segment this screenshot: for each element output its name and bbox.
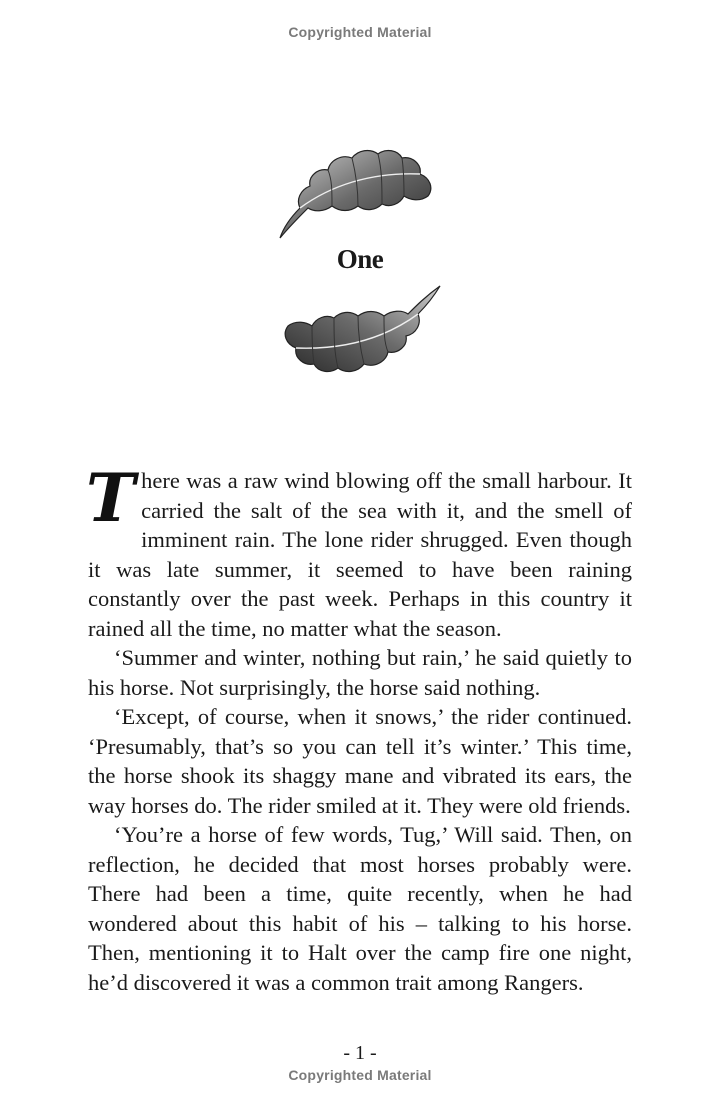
page-number: - 1 - (343, 1042, 377, 1064)
paragraph-1-text: here was a raw wind blowing off the small harbour. It carried the salt of the sea with it, and the smell of imminent rain. The lone rider shrugged. Even though it was late summer, it seemed to have been raining constantly over the past week. Perhaps in this country it rained all the time, no matter what the season. (88, 468, 632, 641)
oak-leaf-bottom-illustration (270, 282, 446, 380)
paragraph-4: ‘You’re a horse of few words, Tug,’ Will said. Then, on reflection, he decided that most horses probably were. There had been a time, quite recently, when he had wondered about this habit of his – talking to his horse. Then, mentioning it to Halt over the camp fire one night, he’d discovered it was a common trait among Rangers. (88, 822, 632, 995)
chapter-body (86, 459, 632, 997)
drop-cap: T (86, 459, 136, 537)
copyright-footer: Copyrighted Material (288, 1067, 432, 1083)
oak-leaf-top-illustration (270, 146, 446, 244)
paragraph-2: ‘Summer and winter, nothing but rain,’ he said quietly to his horse. Not surprisingly, the horse said nothing. (88, 645, 632, 700)
paragraph-1 (86, 459, 632, 643)
paragraph-3: ‘Except, of course, when it snows,’ the rider continued. ‘Presumably, that’s so you can tell it’s winter.’ This time, the horse shook its shaggy mane and vibrated its ears, the way horses do. The rider smiled at it. They were old friends. (88, 704, 632, 818)
chapter-title: One (336, 244, 384, 274)
copyright-header: Copyrighted Material (288, 24, 432, 40)
